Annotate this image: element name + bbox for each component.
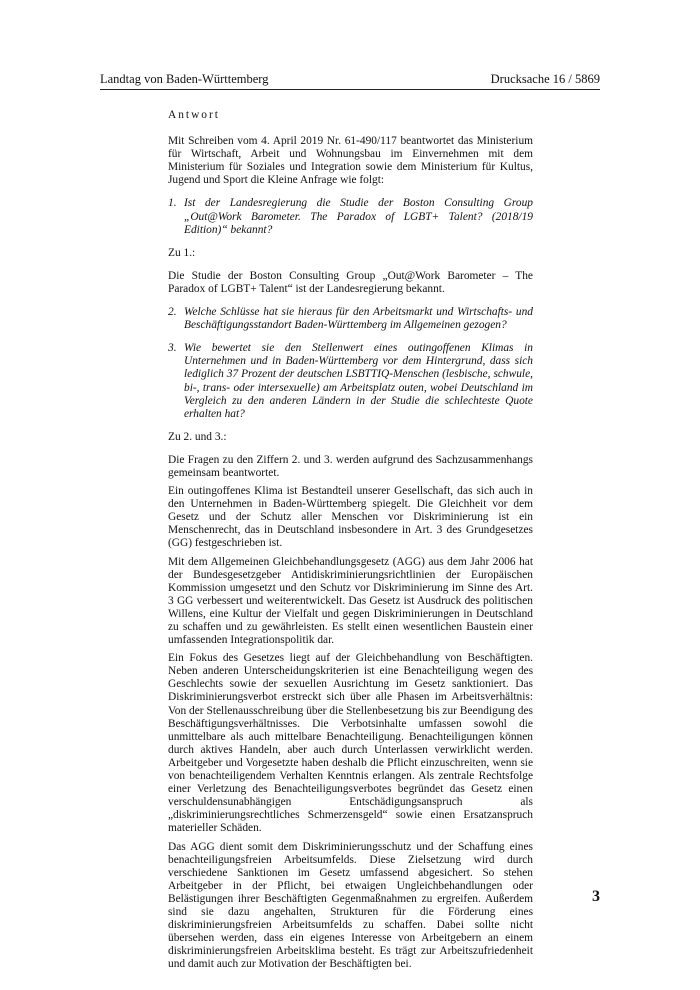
question-3-text: Wie bewertet sie den Stellenwert eines outingoffenen Klimas in Unternehmen und in Baden-Württemberg vor dem Hintergrund, dass sich lediglich 37 Prozent der deutschen LSBTTIQ-Menschen (lesbische, schwule, bi-, trans- oder intersexuelle) am Arbeitsplatz outen, wobei Deutschland im Vergleich zu den anderen Ländern in der Studie die schlechteste Quote erhalten hat? <box>184 342 533 420</box>
answer-paragraph-4: Ein Fokus des Gesetzes liegt auf der Gleichbehandlung von Beschäftigten. Neben anderen Unterscheidungskriterien ist eine Benachteiligung wegen des Geschlechts sowie der sexuellen Ausrichtung im Gesetz sanktioniert. Das Diskriminierungsverbot erstreckt sich über alle Phasen im Arbeitsverhältnis: Von der Stellenausschreibung über die Stellenbesetzung bis zur Beendigung des Beschäftigungsverhältnisses. Die Verbotsinhalte umfassen sowohl die unmittelbare als auch mittelbare Benachteiligung. Benachteiligungen können durch aktives Handeln, aber auch durch Unterlassen verwirklicht werden. Arbeitgeber und Vorgesetzte haben deshalb die Pflicht einzuschreiten, wenn sie von benachteiligendem Verhalten Kenntnis erlangen. Als zentrale Rechtsfolge einer Verletzung des Benachteiligungsverbotes begründet das Gesetz einen verschuldensunabhängigen Entschädigungsanspruch als „diskriminierungsrechtliches Schmerzensgeld“ sowie einen Ersatzanspruch materieller Schäden. <box>168 652 533 835</box>
question-1 <box>168 197 533 236</box>
running-header-left: Landtag von Baden-Württemberg <box>100 72 269 86</box>
intro-paragraph: Mit Schreiben vom 4. April 2019 Nr. 61-490/117 beantwortet das Ministerium für Wirtschaft, Arbeit und Wohnungsbau im Einvernehmen mit dem Ministerium für Soziales und Integration sowie dem Ministerium für Kultus, Jugend und Sport die Kleine Anfrage wie folgt: <box>168 135 533 187</box>
header-divider <box>100 89 600 90</box>
page-number: 3 <box>592 888 600 905</box>
answer-paragraph-2: Ein outingoffenes Klima ist Bestandteil unserer Gesellschaft, das sich auch in den Unternehmen in Baden-Württemberg spiegelt. Die Gleichheit vor dem Gesetz und der Schutz aller Menschen vor Diskriminierung ist ein Menschenrecht, das in Deutschland insbesondere in Art. 3 des Grundgesetzes (GG) festgeschrieben ist. <box>168 485 533 550</box>
running-header-right: Drucksache 16 / 5869 <box>490 72 600 86</box>
answer-1-label: Zu 1.: <box>168 246 196 259</box>
document-body <box>168 109 533 976</box>
question-2-text: Welche Schlüsse hat sie hieraus für den Arbeitsmarkt und Wirtschafts- und Beschäftigungsstandort Baden-Württemberg im Allgemeinen gezogen? <box>184 306 533 332</box>
question-2 <box>168 306 533 332</box>
answer-paragraph-5: Das AGG dient somit dem Diskriminierungsschutz und der Schaffung eines benachteiligungsfreien Arbeitsumfelds. Diese Zielsetzung wird durch verschiedene Sanktionen im Gesetz umfassend abgesichert. So stehen Arbeitgeber in der Pflicht, bei etwaigen Ungleichbehandlungen oder Belästigungen ihrer Beschäftigten Gegenmaßnahmen zu ergreifen. Außerdem sind sie dazu angehalten, Strukturen für die Förderung eines diskriminierungsfreien Arbeitsumfelds zu schaffen. Dabei sollte nicht übersehen werden, dass ein eigenes Interesse von Arbeitgebern an einem diskriminierungsfreien Arbeitsklima besteht. Es trägt zur Arbeitszufriedenheit und damit auch zur Motivation der Beschäftigten bei. <box>168 840 533 971</box>
question-1-number: 1. <box>168 197 177 210</box>
answer-heading: Antwort <box>168 109 220 121</box>
answer-paragraph-3: Mit dem Allgemeinen Gleichbehandlungsgesetz (AGG) aus dem Jahr 2006 hat der Bundesgesetzgeber Antidiskriminierungsrichtlinien der Europäischen Kommission umgesetzt und den Schutz vor Diskriminierung im Sinne des Art. 3 GG verbessert und weiterentwickelt. Das Gesetz ist Ausdruck des politischen Willens, eine Kultur der Vielfalt und gegen Diskriminierungen in Deutschland zu schaffen und zu gewährleisten. Es stellt einen wesentlichen Baustein einer umfassenden Integrationspolitik dar. <box>168 555 533 647</box>
question-3-number: 3. <box>168 342 177 355</box>
answer-1-text: Die Studie der Boston Consulting Group „Out@Work Barometer – The Paradox of LGBT+ Talent“ ist der Landesregierung bekannt. <box>168 269 533 295</box>
answer-2-3-label: Zu 2. und 3.: <box>168 430 227 443</box>
question-3 <box>168 342 533 421</box>
answer-paragraph-1: Die Fragen zu den Ziffern 2. und 3. werden aufgrund des Sachzusammenhangs gemeinsam beantwortet. <box>168 453 533 479</box>
question-1-text: Ist der Landesregierung die Studie der Boston Consulting Group „Out@Work Barometer. The Paradox of LGBT+ Talent? (2018/19 Edition)“ bekannt? <box>184 197 533 236</box>
question-2-number: 2. <box>168 306 177 319</box>
